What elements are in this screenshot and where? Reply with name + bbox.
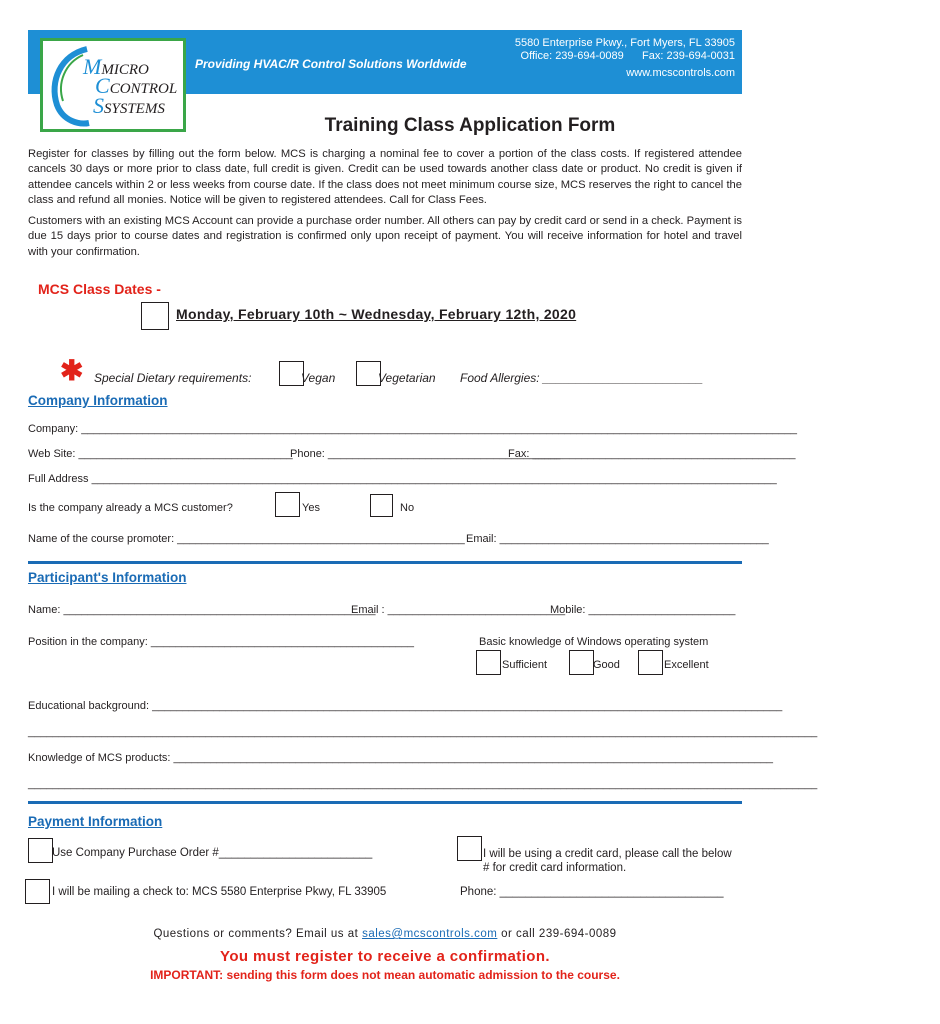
logo-text-1: MICRO <box>101 62 149 78</box>
mcs-knowledge-field[interactable]: Knowledge of MCS products: __________________________________________________________________________________________________ <box>28 752 774 764</box>
questions-prefix: Questions or comments? Email us at <box>153 928 359 940</box>
full-address-field[interactable]: Full Address ________________________________________________________________________________________________________________ <box>28 473 777 485</box>
good-checkbox[interactable] <box>569 650 594 675</box>
promoter-email-field[interactable]: Email: ____________________________________________ <box>466 533 769 545</box>
svg-text:CCONTROL: CCONTROL <box>95 73 178 98</box>
address: 5580 Enterprise Pkwy., Fort Myers, FL 33905 <box>514 37 735 49</box>
mcs-knowledge-extra-line[interactable]: _________________________________________________________________________________________________________________________________ <box>28 778 818 790</box>
office-phone: Office: 239-694-0089 <box>520 50 624 62</box>
food-allergies-field[interactable]: Food Allergies: ________________________ <box>460 371 704 385</box>
participant-mobile-field[interactable]: Mobile: ________________________ <box>550 604 736 616</box>
good-label: Good <box>593 659 620 671</box>
sales-email-link[interactable]: sales@mcscontrols.com <box>362 928 498 940</box>
website-link[interactable]: www.mcscontrols.com <box>626 67 735 79</box>
vegan-label: Vegan <box>301 371 336 385</box>
sufficient-label: Sufficient <box>502 659 548 671</box>
asterisk-icon: ✱ <box>60 355 84 386</box>
position-field[interactable]: Position in the company: ___________________________________________ <box>28 636 414 648</box>
customer-yes-checkbox[interactable] <box>275 492 300 517</box>
education-field[interactable]: Educational background: _______________________________________________________________________________________________________ <box>28 700 783 712</box>
purchase-order-checkbox[interactable] <box>28 838 53 863</box>
company-phone-field[interactable]: Phone: ______________________________________ <box>290 448 561 460</box>
promoter-field[interactable]: Name of the course promoter: _______________________________________________ <box>28 533 465 545</box>
check-checkbox[interactable] <box>25 879 50 904</box>
payment-phone-field[interactable]: Phone: ___________________________________ <box>460 886 724 898</box>
important-notice: IMPORTANT: sending this form does not mean automatic admission to the course. <box>150 968 620 982</box>
register-notice: You must register to receive a confirmation. <box>220 948 550 965</box>
tagline: Providing HVAC/R Control Solutions Worldwide <box>195 57 467 71</box>
credit-card-label: I will be using a credit card, please call the below # for credit card information. <box>483 848 732 874</box>
intro-paragraph-2: Customers with an existing MCS Account can provide a purchase order number. All others can pay by credit card or send in a check. Payment is due 15 days prior to course dates and registration is confirmed only upon receipt of payment. You will receive information for hotel and travel with your confirmation. <box>28 215 742 258</box>
vegetarian-label: Vegetarian <box>378 371 436 385</box>
class-date-checkbox[interactable] <box>141 302 169 330</box>
svg-text:MMICRO: MMICRO <box>83 54 149 79</box>
questions-suffix: or call 239-694-0089 <box>501 928 617 940</box>
fax-number: Fax: 239-694-0031 <box>642 50 735 62</box>
class-dates-heading: MCS Class Dates - <box>38 281 161 297</box>
company-fax-field[interactable]: Fax: ___________________________________________ <box>508 448 796 460</box>
svg-text:SSYSTEMS: SSYSTEMS <box>93 93 165 118</box>
logo-text-2: CONTROL <box>109 81 178 97</box>
purchase-order-field[interactable]: Use Company Purchase Order #________________________ <box>52 847 373 859</box>
excellent-checkbox[interactable] <box>638 650 663 675</box>
participant-name-field[interactable]: Name: ___________________________________________________ <box>28 604 376 616</box>
website-field[interactable]: Web Site: ___________________________________ <box>28 448 293 460</box>
education-extra-line[interactable]: _________________________________________________________________________________________________________________________________ <box>28 726 818 738</box>
company-section-heading: Company Information <box>28 393 168 408</box>
dietary-label: Special Dietary requirements: <box>94 371 252 385</box>
customer-no-label: No <box>400 502 415 514</box>
customer-question: Is the company already a MCS customer? <box>28 502 233 514</box>
questions-line <box>0 928 770 940</box>
customer-yes-label: Yes <box>302 502 320 514</box>
sufficient-checkbox[interactable] <box>476 650 501 675</box>
excellent-label: Excellent <box>664 659 709 671</box>
section-divider-2 <box>28 801 742 804</box>
company-field[interactable]: Company: _____________________________________________________________________________________________________________________ <box>28 423 797 435</box>
intro-paragraph-1: Register for classes by filling out the form below. MCS is charging a nominal fee to cover a portion of the class costs. If registered attendee cancels 30 days or more prior to class date, full credit is given. Credit can be used towards another class date or product. No credit is given if attendee cancels within 2 or less weeks from course date. If the class does not meet minimum course size, MCS reserves the right to cancel the class and refund all monies. Notice will be given to registered attendees. Call for Class Fees. <box>28 148 742 207</box>
credit-card-checkbox[interactable] <box>457 836 482 861</box>
office-fax <box>515 50 735 63</box>
participant-section-heading: Participant's Information <box>28 570 187 585</box>
section-divider <box>28 561 742 564</box>
contact-block <box>515 37 735 80</box>
class-date: Monday, February 10th ~ Wednesday, February 12th, 2020 <box>176 306 577 322</box>
check-label: I will be mailing a check to: MCS 5580 Enterprise Pkwy, FL 33905 <box>52 886 387 898</box>
page-title: Training Class Application Form <box>324 115 616 136</box>
logo-text-3: SYSTEMS <box>104 101 165 117</box>
participant-email-field[interactable]: Email : _____________________________ <box>351 604 566 616</box>
customer-no-checkbox[interactable] <box>370 494 393 517</box>
windows-knowledge-label: Basic knowledge of Windows operating system <box>479 636 709 648</box>
payment-section-heading: Payment Information <box>28 814 163 829</box>
